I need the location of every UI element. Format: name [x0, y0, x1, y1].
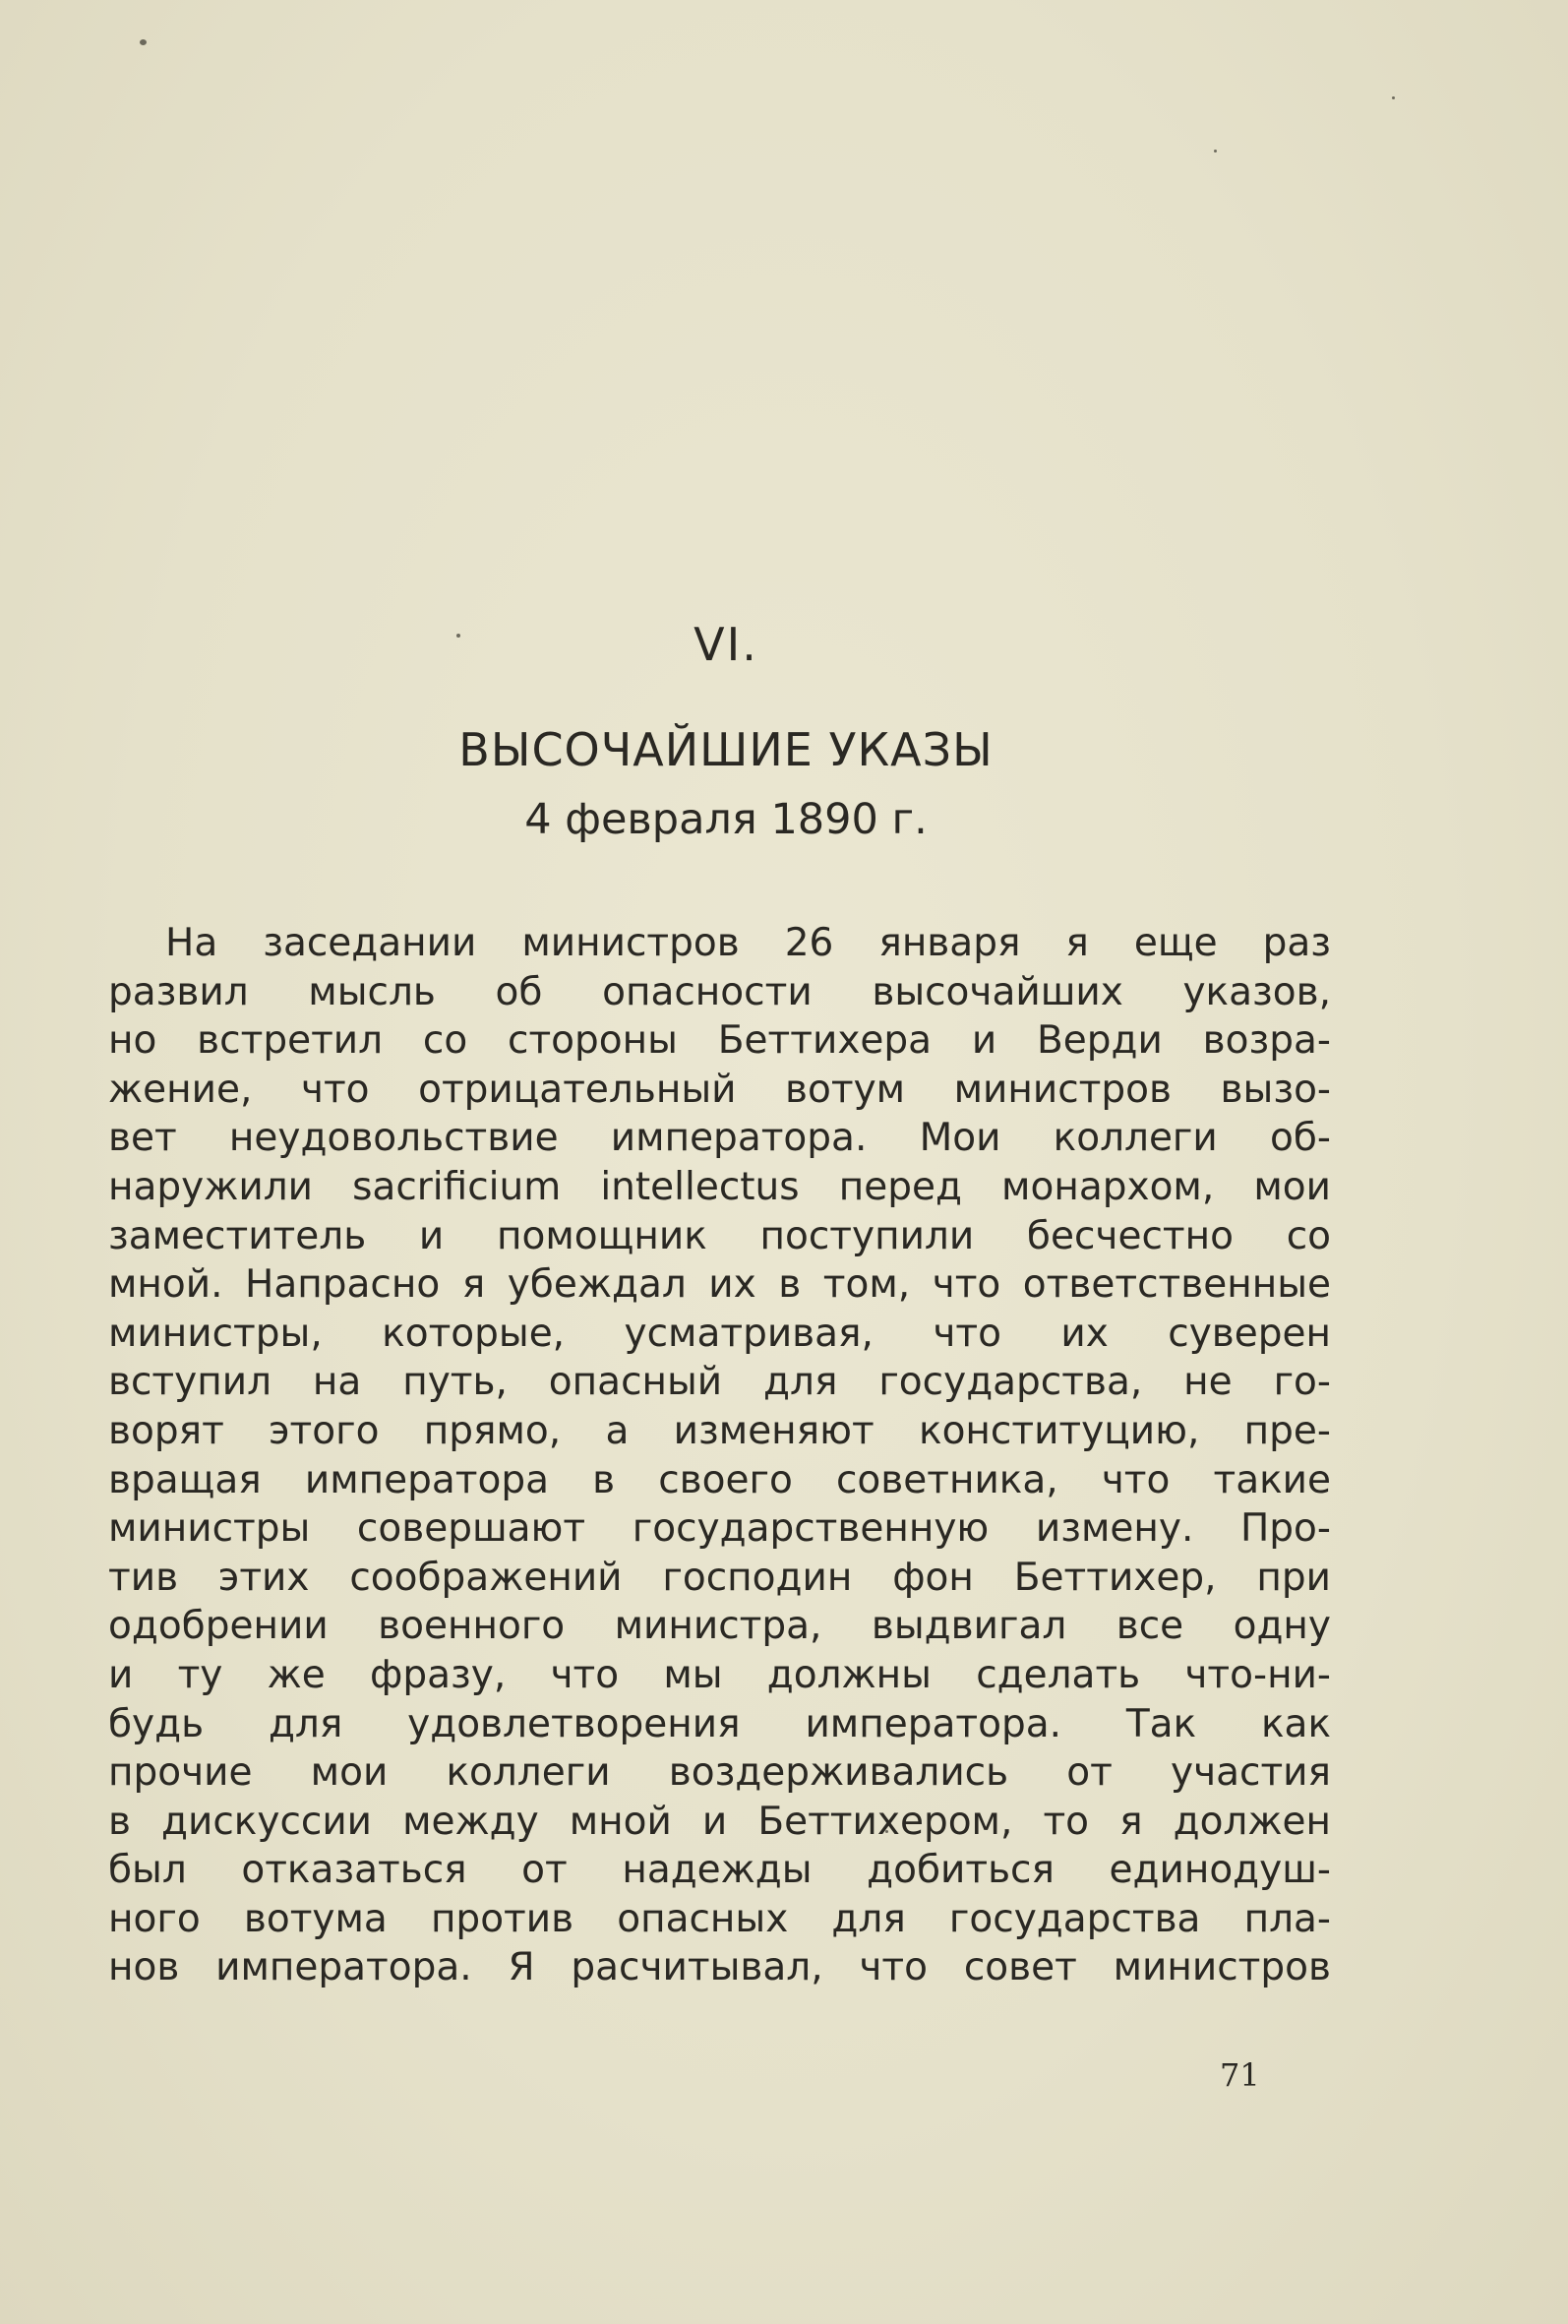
text-line: будь для удовлетворения императора. Так как: [108, 1701, 1331, 1746]
text-line: вступил на путь, опасный для государства, не го-: [108, 1360, 1331, 1405]
text-line: нов императора. Я расчитывал, что совет министров: [108, 1945, 1331, 1990]
text-line: заместитель и помощник поступили бесчестно со: [108, 1213, 1331, 1258]
page-number: 71: [1220, 2056, 1260, 2094]
text-line: в дискуссии между мной и Беттихером, то я должен: [108, 1799, 1331, 1844]
chapter-date: 4 февраля 1890 г.: [524, 795, 928, 844]
text-line: жение, что отрицательный вотум министров вызо-: [108, 1067, 1331, 1112]
text-line: развил мысль об опасности высочайших указов,: [108, 969, 1331, 1014]
text-line: вращая императора в своего советника, что такие: [108, 1457, 1331, 1502]
text-line: тив этих соображений господин фон Беттихер, при: [108, 1555, 1331, 1600]
text-line: министры совершают государственную измену. Про-: [108, 1506, 1331, 1552]
print-speck: [1392, 96, 1395, 99]
text-line: мной. Напрасно я убеждал их в том, что ответственные: [108, 1262, 1331, 1308]
text-line: министры, которые, усматривая, что их суверен: [108, 1311, 1331, 1356]
text-line: ного вотума против опасных для государства пла-: [108, 1896, 1331, 1941]
print-speck: [1214, 150, 1217, 153]
text-line: На заседании министров 26 января я еще раз: [165, 921, 1331, 965]
text-line: и ту же фразу, что мы должны сделать что-ни-: [108, 1652, 1331, 1697]
body-text: [108, 919, 1331, 1992]
text-line: одобрении военного министра, выдвигал все одну: [108, 1604, 1331, 1649]
chapter-number: VI.: [694, 618, 758, 671]
print-speck: [140, 39, 147, 45]
text-line: наружили sacrificium intellectus перед монархом, мои: [108, 1164, 1331, 1209]
text-line: вет неудовольствие императора. Мои коллеги об-: [108, 1116, 1331, 1161]
chapter-title: ВЫСОЧАЙШИЕ УКАЗЫ: [458, 723, 994, 776]
text-line: прочие мои коллеги воздерживались от участия: [108, 1750, 1331, 1796]
text-line: но встретил со стороны Беттихера и Верди возра-: [108, 1018, 1331, 1064]
text-line: был отказаться от надежды добиться единодуш-: [108, 1848, 1331, 1893]
text-line: ворят этого прямо, а изменяют конституцию, пре-: [108, 1408, 1331, 1453]
